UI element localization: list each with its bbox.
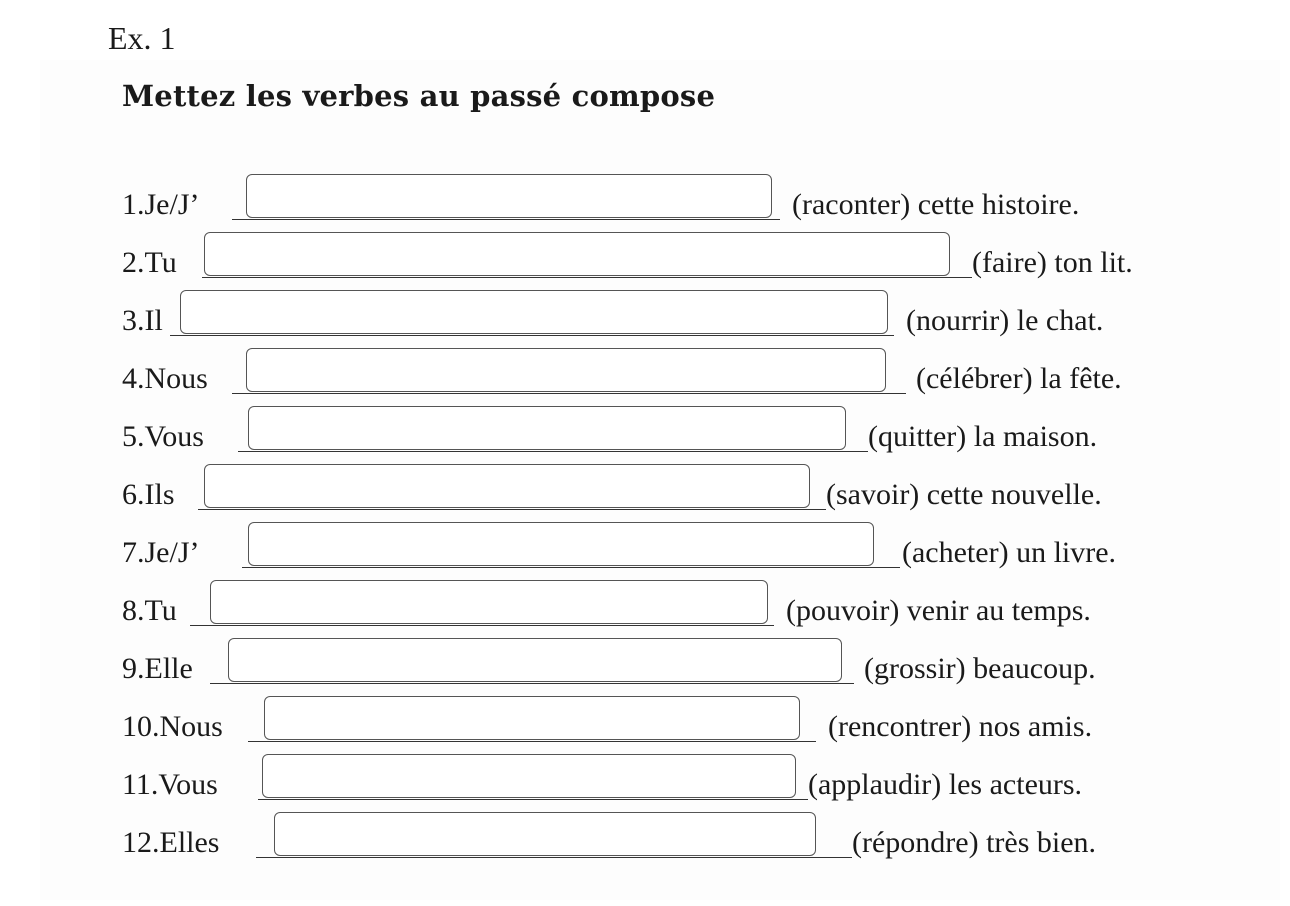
answer-field-4[interactable]: [246, 348, 886, 392]
subject-label: 11.Vous: [122, 768, 218, 801]
verb-hint: (savoir) cette nouvelle.: [826, 478, 1102, 511]
exercise-title: Mettez les verbes au passé compose: [122, 79, 716, 113]
answer-field-10[interactable]: [264, 696, 800, 740]
exercise-item: [0, 520, 1290, 578]
subject-label: 1.Je/J’: [122, 188, 200, 221]
subject-label: 9.Elle: [122, 652, 193, 685]
exercise-item: [0, 346, 1290, 404]
subject-label: 5.Vous: [122, 420, 204, 453]
answer-line: [202, 277, 972, 278]
answer-field-2[interactable]: [204, 232, 950, 276]
answer-line: [190, 625, 774, 626]
exercise-item: [0, 636, 1290, 694]
subject-label: 4.Nous: [122, 362, 208, 395]
verb-hint: (applaudir) les acteurs.: [808, 768, 1083, 801]
verb-hint: (célébrer) la fête.: [916, 362, 1122, 395]
exercise-item: [0, 752, 1290, 810]
answer-line: [232, 393, 906, 394]
answer-field-11[interactable]: [262, 754, 796, 798]
verb-hint: (acheter) un livre.: [902, 536, 1117, 569]
answer-line: [170, 335, 894, 336]
answer-field-1[interactable]: [246, 174, 772, 218]
answer-line: [210, 683, 854, 684]
exercise-item: [0, 288, 1290, 346]
subject-label: 7.Je/J’: [122, 536, 200, 569]
answer-field-6[interactable]: [204, 464, 810, 508]
subject-label: 12.Elles: [122, 826, 220, 859]
answer-line: [198, 509, 826, 510]
answer-line: [242, 567, 900, 568]
verb-hint: (pouvoir) venir au temps.: [786, 594, 1091, 627]
verb-hint: (grossir) beaucoup.: [864, 652, 1096, 685]
subject-label: 3.Il: [122, 304, 163, 337]
exercise-item: [0, 462, 1290, 520]
exercise-item: [0, 810, 1290, 868]
subject-label: 10.Nous: [122, 710, 223, 743]
answer-field-3[interactable]: [180, 290, 888, 334]
answer-field-12[interactable]: [274, 812, 816, 856]
exercise-label: Ex. 1: [108, 20, 176, 56]
answer-field-7[interactable]: [248, 522, 874, 566]
subject-label: 2.Tu: [122, 246, 177, 279]
answer-line: [258, 799, 808, 800]
answer-line: [248, 741, 816, 742]
exercise-item: [0, 172, 1290, 230]
verb-hint: (raconter) cette histoire.: [792, 188, 1080, 221]
answer-field-8[interactable]: [210, 580, 768, 624]
answer-line: [238, 451, 868, 452]
exercise-item: [0, 578, 1290, 636]
exercise-item: [0, 230, 1290, 288]
verb-hint: (nourrir) le chat.: [906, 304, 1104, 337]
subject-label: 6.Ils: [122, 478, 175, 511]
answer-field-9[interactable]: [228, 638, 842, 682]
answer-line: [232, 219, 780, 220]
exercise-item: [0, 404, 1290, 462]
verb-hint: (rencontrer) nos amis.: [828, 710, 1093, 743]
subject-label: 8.Tu: [122, 594, 177, 627]
exercise-item: [0, 694, 1290, 752]
answer-field-5[interactable]: [248, 406, 846, 450]
verb-hint: (faire) ton lit.: [972, 246, 1133, 279]
answer-line: [256, 857, 852, 858]
verb-hint: (quitter) la maison.: [868, 420, 1098, 453]
verb-hint: (répondre) très bien.: [852, 826, 1097, 859]
